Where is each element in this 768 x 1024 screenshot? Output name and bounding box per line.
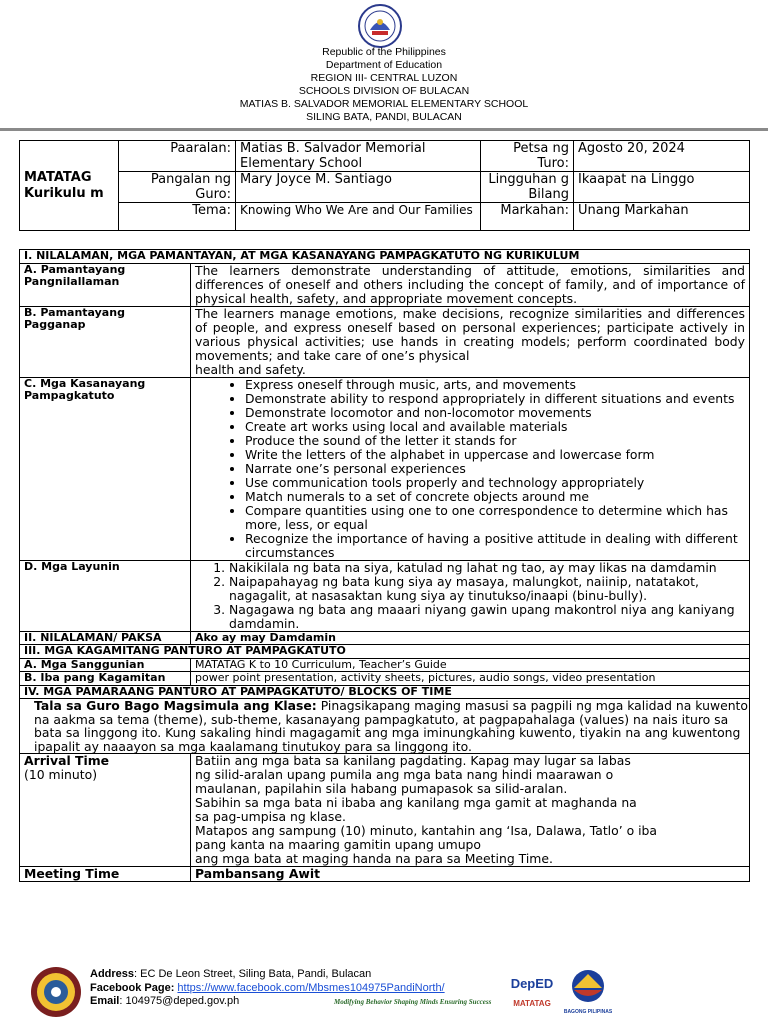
section-4-heading: IV. MGA PAMARAANG PANTURO AT PAMPAGKATUTO/ BLOCKS OF TIME (20, 685, 750, 699)
kasanayang-pampagkatuto-cell (191, 377, 750, 560)
list-item: • Narrate one’s personal experiences (245, 462, 745, 476)
arrival-line: maulanan, papilahin sila habang pumapasok sa silid-aralan. (195, 781, 568, 796)
layunin-list (195, 561, 745, 631)
list-item: • Demonstrate locomotor and non-locomotor movements (245, 406, 745, 420)
department-line: Department of Education (325, 59, 443, 71)
arrival-line: Batiin ang mga bata sa kanilang pagdating. Kapag may lugar sa labas (195, 753, 631, 768)
list-item: • Produce the sound of the letter it stands for (245, 434, 745, 448)
deped-matatag-logo (508, 966, 556, 1018)
info-table (19, 140, 750, 231)
paaralan-value: Matias B. Salvador Memorial Elementary School (236, 141, 481, 172)
markahan-value: Unang Markahan (574, 203, 750, 231)
arrival-line: Sabihin sa mga bata ni ibaba ang kanilang mga gamit at maghanda na (195, 795, 637, 810)
pamantayang-pangnilalaman-label: A. Pamantayang Pangnilallaman (20, 263, 191, 306)
mga-layunin-label: D. Mga Layunin (20, 560, 191, 631)
meeting-time-value: Pambansang Awit (191, 867, 750, 882)
pamantayang-pagganap-text: The learners manage emotions, make decisions, recognize similarities and differences of people, and express oneself based on personal experiences; participate actively in various physical activities; use hands in creating models; perform coordinated body movements; and take care of one’s physical (195, 305, 745, 363)
arrival-time-duration: (10 minuto) (24, 767, 98, 782)
petsa-value: Agosto 20, 2024 (574, 141, 750, 172)
school-name: MATIAS B. SALVADOR MEMORIAL ELEMENTARY SCHOOL (239, 98, 529, 110)
footer (0, 962, 768, 1024)
pamantayang-pagganap-cell (191, 306, 750, 377)
tema-label: Tema: (119, 203, 236, 231)
list-item: • Use communication tools properly and technology appropriately (245, 476, 745, 490)
matatag-text: MATATAG (513, 999, 551, 1008)
arrival-time-label: Arrival Time (24, 753, 110, 768)
header-divider (0, 128, 768, 131)
pamantayang-pagganap-label: B. Pamantayang Pagganap (20, 306, 191, 377)
guro-value: Mary Joyce M. Santiago (236, 172, 481, 203)
arrival-line: pang kanta na maaring gamitin upang umupo (195, 837, 481, 852)
section-3-heading: III. MGA KAGAMITANG PANTURO AT PAMPAGKATUTO (20, 645, 750, 659)
list-item: • Recognize the importance of having a positive attitude in dealing with different circumstances (245, 532, 745, 560)
nilalaman-paksa-label: II. NILALAMAN/ PAKSA (20, 631, 191, 645)
sanggunian-label: A. Mga Sanggunian (20, 658, 191, 672)
tala-sa-guro-cell (20, 699, 750, 754)
meeting-time-label: Meeting Time (20, 867, 191, 882)
division-line: SCHOOLS DIVISION OF BULACAN (298, 85, 470, 97)
iba-pang-kagamitan-label: B. Iba pang Kagamitan (20, 672, 191, 686)
school-seal-logo (30, 966, 82, 1018)
matatag-kurikulum-label: MATATAG Kurikulu m (20, 141, 119, 231)
lesson-plan-table (19, 249, 750, 882)
tala-sa-guro-text: Pinagsikapang maging masusi sa pagpili ng mga kalidad na kuwento na aakma sa tema (theme), sub-theme, kasanayang pampagkatuto, at pagpapahalaga (values) na nais ituro sa bata sa linggong ito. Kung sakaling hindi magagamit ang mga iminungkahing kuwento, tiyakin na ang kuwentong ipapalit ay naaayon sa mga kaalamang tinutukoy para sa linggong ito. (34, 698, 748, 754)
school-address: SILING BATA, PANDI, BULACAN (306, 111, 462, 123)
list-item: 3. Nagagawa ng bata ang maaari niyang gawin upang makontrol niya ang kaniyang damdamin. (229, 603, 745, 631)
deped-text: DepED (510, 976, 554, 991)
guro-label: Pangalan ng Guro: (119, 172, 236, 203)
deped-seal-logo (358, 4, 402, 48)
arrival-time-cell (20, 754, 191, 867)
email-label: Email (90, 995, 120, 1007)
bagong-pilipinas-text: BAGONG PILIPINAS (564, 1009, 612, 1015)
kasanayang-pampagkatuto-label: C. Mga Kasanayang Pampagkatuto (20, 377, 191, 560)
region-line: REGION III- CENTRAL LUZON (310, 72, 458, 84)
bagong-pilipinas-logo (564, 966, 612, 1018)
email-value: : 104975@deped.gov.ph (119, 995, 240, 1007)
markahan-label: Markahan: (481, 203, 574, 231)
list-item: • Create art works using local and available materials (245, 420, 745, 434)
list-item: • Demonstrate ability to respond appropriately in different situations and events (245, 392, 745, 406)
tema-value: Knowing Who We Are and Our Families (236, 203, 481, 231)
list-item: • Compare quantities using one to one correspondence to determine which has more, less, or equal (245, 504, 745, 532)
linggo-value: Ikaapat na Linggo (574, 172, 750, 203)
arrival-line: Matapos ang sampung (10) minuto, kantahin ang ‘Isa, Dalawa, Tatlo’ o iba (195, 823, 657, 838)
sanggunian-value: MATATAG K to 10 Curriculum, Teacher’s Guide (191, 658, 750, 672)
nilalaman-paksa-value: Ako ay may Damdamin (191, 631, 750, 645)
paaralan-label: Paaralan: (119, 141, 236, 172)
facebook-label: Facebook Page: (90, 981, 175, 994)
facebook-link[interactable]: https://www.facebook.com/Mbsmes104975PandiNorth/ (177, 981, 445, 994)
tala-sa-guro-heading: Tala sa Guro Bago Magsimula ang Klase: (34, 698, 317, 713)
school-tagline: Modifying Behavior Shaping Minds Ensuring Success (334, 998, 492, 1006)
pamantayang-pagganap-text-2: health and safety. (195, 361, 306, 377)
list-item: • Match numerals to a set of concrete objects around me (245, 490, 745, 504)
republic-line: Republic of the Philippines (322, 46, 446, 58)
list-item: • Express oneself through music, arts, and movements (245, 378, 745, 392)
linggo-label: Lingguhan g Bilang (481, 172, 574, 203)
iba-pang-kagamitan-value: power point presentation, activity sheets, pictures, audio songs, video presentation (191, 672, 750, 686)
kasanayang-list (195, 378, 745, 560)
arrival-time-text (191, 754, 750, 867)
address-label: Address (90, 968, 135, 980)
section-1-heading: I. NILALAMAN, MGA PAMANTAYAN, AT MGA KASANAYANG PAMPAGKATUTO NG KURIKULUM (20, 250, 750, 264)
list-item: 2. Naipapahayag ng bata kung siya ay masaya, malungkot, naiinip, natatakot, nagagalit, at nasasaktan kung siya ay tinutukso/inaapi (binu-bully). (229, 575, 745, 603)
pamantayang-pangnilalaman-text: The learners demonstrate understanding of attitude, emotions, similarities and differences of oneself and others including the concept of family, and of importance of physical health, safety, and appropriate movement concepts. (191, 263, 750, 306)
list-item: • Write the letters of the alphabet in uppercase and lowercase form (245, 448, 745, 462)
arrival-line: ng silid-aralan upang pumila ang mga bata nang hindi maarawan o (195, 767, 614, 782)
petsa-label: Petsa ng Turo: (481, 141, 574, 172)
address-value: : EC De Leon Street, Siling Bata, Pandi, Bulacan (134, 968, 372, 980)
arrival-line: ang mga bata at maging handa na para sa Meeting Time. (195, 851, 553, 866)
arrival-line: sa pag-umpisa ng klase. (195, 809, 346, 824)
mga-layunin-cell (191, 560, 750, 631)
list-item: 1. Nakikilala ng bata na siya, katulad ng lahat ng tao, ay may likas na damdamin (229, 561, 745, 575)
